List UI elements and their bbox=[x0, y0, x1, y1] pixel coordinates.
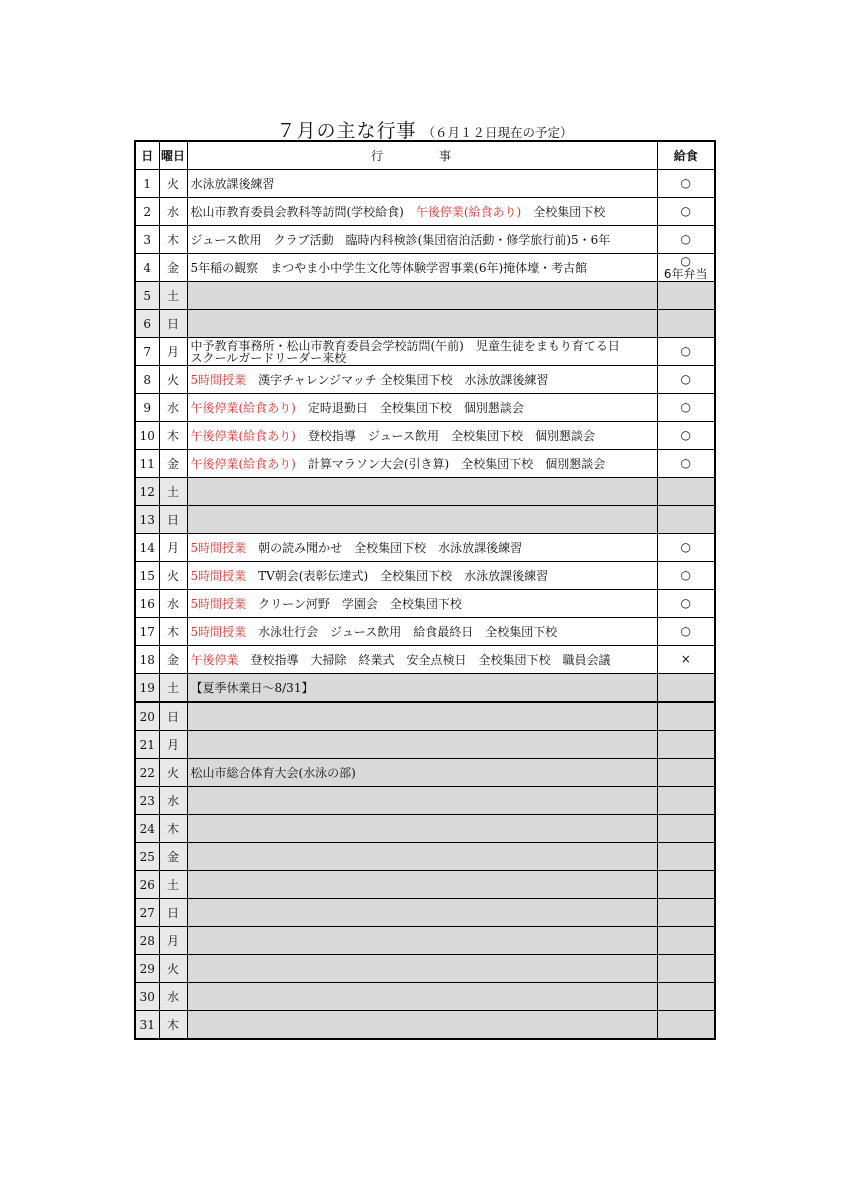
event-text: 全校集団下校 bbox=[521, 205, 606, 219]
meal-cell bbox=[657, 674, 715, 703]
weekday-cell: 木 bbox=[159, 422, 187, 450]
events-cell bbox=[187, 534, 657, 562]
table-row bbox=[135, 170, 715, 198]
meal-mark: ○ bbox=[680, 176, 691, 190]
meal-mark: ○ bbox=[680, 624, 691, 638]
event-text-line2: スクールガードリーダー来校 bbox=[190, 350, 347, 365]
day-cell: 9 bbox=[135, 394, 159, 422]
day-cell: 12 bbox=[135, 478, 159, 506]
day-cell: 28 bbox=[135, 927, 159, 955]
weekday-cell: 金 bbox=[159, 843, 187, 871]
title-main: ７月の主な行事 bbox=[276, 120, 417, 142]
weekday-cell: 金 bbox=[159, 254, 187, 282]
weekday-cell: 日 bbox=[159, 310, 187, 338]
meal-mark: ○ bbox=[680, 253, 691, 268]
weekday-cell: 土 bbox=[159, 282, 187, 310]
event-text: クリーン河野 学園会 全校集団下校 bbox=[246, 597, 462, 611]
event-text: TV朝会(表彰伝達式) 全校集団下校 水泳放課後練習 bbox=[246, 569, 549, 583]
day-cell: 27 bbox=[135, 899, 159, 927]
event-highlight: 5時間授業 bbox=[190, 569, 247, 583]
table-row bbox=[135, 787, 715, 815]
weekday-cell: 火 bbox=[159, 759, 187, 787]
table-row bbox=[135, 702, 715, 731]
meal-cell bbox=[657, 843, 715, 871]
event-highlight: 午後停業 bbox=[190, 653, 239, 667]
table-row bbox=[135, 562, 715, 590]
event-highlight: 午後停業(給食あり) bbox=[190, 401, 296, 415]
table-row bbox=[135, 731, 715, 759]
meal-cell bbox=[657, 450, 715, 478]
header-meal: 給食 bbox=[657, 141, 715, 170]
events-cell bbox=[187, 310, 657, 338]
event-text: 計算マラソン大会(引き算) 全校集団下校 個別懇談会 bbox=[295, 457, 606, 471]
meal-cell bbox=[657, 927, 715, 955]
table-row bbox=[135, 759, 715, 787]
events-cell bbox=[187, 759, 657, 787]
day-cell: 5 bbox=[135, 282, 159, 310]
meal-cell bbox=[657, 394, 715, 422]
meal-cell bbox=[657, 646, 715, 674]
event-text: ジュース飲用 クラブ活動 臨時内科検診(集団宿泊活動・修学旅行前)5・6年 bbox=[190, 233, 611, 247]
meal-cell bbox=[657, 254, 715, 282]
events-cell bbox=[187, 1011, 657, 1040]
table-row bbox=[135, 983, 715, 1011]
weekday-cell: 木 bbox=[159, 1011, 187, 1040]
day-cell: 26 bbox=[135, 871, 159, 899]
day-cell: 3 bbox=[135, 226, 159, 254]
events-cell bbox=[187, 646, 657, 674]
day-cell: 6 bbox=[135, 310, 159, 338]
event-text: 水泳放課後練習 bbox=[190, 177, 275, 191]
day-cell: 22 bbox=[135, 759, 159, 787]
table-row bbox=[135, 927, 715, 955]
day-cell: 25 bbox=[135, 843, 159, 871]
table-row bbox=[135, 506, 715, 534]
meal-cell bbox=[657, 226, 715, 254]
weekday-cell: 月 bbox=[159, 927, 187, 955]
day-cell: 8 bbox=[135, 366, 159, 394]
event-text: 登校指導 ジュース飲用 全校集団下校 個別懇談会 bbox=[295, 429, 596, 443]
day-cell: 13 bbox=[135, 506, 159, 534]
meal-mark: ○ bbox=[680, 568, 691, 582]
events-cell bbox=[187, 198, 657, 226]
weekday-cell: 日 bbox=[159, 506, 187, 534]
day-cell: 24 bbox=[135, 815, 159, 843]
table-row bbox=[135, 422, 715, 450]
meal-cell bbox=[657, 562, 715, 590]
title-sub: （６月１２日現在の予定） bbox=[422, 125, 573, 140]
events-cell bbox=[187, 731, 657, 759]
events-cell bbox=[187, 478, 657, 506]
events-cell bbox=[187, 618, 657, 646]
meal-cell bbox=[657, 815, 715, 843]
meal-cell bbox=[657, 1011, 715, 1040]
weekday-cell: 火 bbox=[159, 366, 187, 394]
table-row bbox=[135, 310, 715, 338]
day-cell: 4 bbox=[135, 254, 159, 282]
meal-mark: ○ bbox=[680, 372, 691, 386]
event-highlight: 5時間授業 bbox=[190, 373, 247, 387]
event-text: 漢字チャレンジマッチ 全校集団下校 水泳放課後練習 bbox=[246, 373, 549, 387]
schedule-table bbox=[134, 140, 716, 1040]
table-row bbox=[135, 618, 715, 646]
events-cell bbox=[187, 702, 657, 731]
meal-cell bbox=[657, 506, 715, 534]
events-cell bbox=[187, 450, 657, 478]
header-row bbox=[135, 141, 715, 170]
events-cell bbox=[187, 170, 657, 198]
events-cell bbox=[187, 226, 657, 254]
weekday-cell: 土 bbox=[159, 871, 187, 899]
table-row bbox=[135, 1011, 715, 1040]
meal-cell bbox=[657, 955, 715, 983]
weekday-cell: 水 bbox=[159, 787, 187, 815]
meal-mark: ○ bbox=[680, 204, 691, 218]
event-text: 登校指導 大掃除 終業式 安全点検日 全校集団下校 職員会議 bbox=[238, 653, 611, 667]
meal-mark: ○ bbox=[680, 428, 691, 442]
meal-cell bbox=[657, 983, 715, 1011]
table-row bbox=[135, 646, 715, 674]
day-cell: 14 bbox=[135, 534, 159, 562]
weekday-cell: 水 bbox=[159, 198, 187, 226]
day-cell: 17 bbox=[135, 618, 159, 646]
meal-cell bbox=[657, 590, 715, 618]
page-title bbox=[0, 116, 849, 143]
event-text: 松山市教育委員会教科等訪問(学校給食) bbox=[190, 205, 416, 219]
event-text: 松山市総合体育大会(水泳の部) bbox=[190, 766, 356, 780]
weekday-cell: 木 bbox=[159, 815, 187, 843]
day-cell: 19 bbox=[135, 674, 159, 703]
day-cell: 1 bbox=[135, 170, 159, 198]
day-cell: 10 bbox=[135, 422, 159, 450]
weekday-cell: 水 bbox=[159, 983, 187, 1011]
events-cell bbox=[187, 254, 657, 282]
event-text: 中予教育事務所・松山市教育委員会学校訪問(午前) 児童生徒をまもり育てる日 bbox=[190, 338, 620, 353]
weekday-cell: 月 bbox=[159, 338, 187, 366]
meal-cell bbox=[657, 702, 715, 731]
events-cell bbox=[187, 590, 657, 618]
meal-cell bbox=[657, 366, 715, 394]
events-cell bbox=[187, 674, 657, 703]
day-cell: 29 bbox=[135, 955, 159, 983]
weekday-cell: 土 bbox=[159, 478, 187, 506]
day-cell: 31 bbox=[135, 1011, 159, 1040]
day-cell: 7 bbox=[135, 338, 159, 366]
weekday-cell: 水 bbox=[159, 590, 187, 618]
table-row bbox=[135, 226, 715, 254]
meal-mark: × bbox=[680, 652, 691, 666]
meal-cell bbox=[657, 759, 715, 787]
table-row bbox=[135, 674, 715, 703]
table-row bbox=[135, 955, 715, 983]
events-cell bbox=[187, 955, 657, 983]
event-text: 朝の読み聞かせ 全校集団下校 水泳放課後練習 bbox=[246, 541, 523, 555]
weekday-cell: 火 bbox=[159, 170, 187, 198]
table-row bbox=[135, 478, 715, 506]
meal-note: 6年弁当 bbox=[663, 266, 708, 281]
weekday-cell: 金 bbox=[159, 450, 187, 478]
meal-cell bbox=[657, 787, 715, 815]
meal-mark: ○ bbox=[680, 596, 691, 610]
header-day: 日 bbox=[135, 141, 159, 170]
day-cell: 18 bbox=[135, 646, 159, 674]
weekday-cell: 月 bbox=[159, 534, 187, 562]
events-cell bbox=[187, 871, 657, 899]
events-cell bbox=[187, 338, 657, 366]
event-text: 5年稲の観察 まつやま小中学生文化等体験学習事業(6年)掩体壕・考古館 bbox=[190, 261, 588, 275]
meal-mark: ○ bbox=[680, 456, 691, 470]
weekday-cell: 火 bbox=[159, 562, 187, 590]
table-row bbox=[135, 254, 715, 282]
events-cell bbox=[187, 843, 657, 871]
table-row bbox=[135, 871, 715, 899]
weekday-cell: 木 bbox=[159, 226, 187, 254]
meal-cell bbox=[657, 170, 715, 198]
events-cell bbox=[187, 787, 657, 815]
day-cell: 20 bbox=[135, 702, 159, 731]
meal-cell bbox=[657, 871, 715, 899]
table-row bbox=[135, 450, 715, 478]
weekday-cell: 水 bbox=[159, 394, 187, 422]
meal-cell bbox=[657, 731, 715, 759]
table-row bbox=[135, 198, 715, 226]
meal-cell bbox=[657, 534, 715, 562]
meal-cell bbox=[657, 198, 715, 226]
day-cell: 2 bbox=[135, 198, 159, 226]
table-row bbox=[135, 534, 715, 562]
event-highlight: 5時間授業 bbox=[190, 541, 247, 555]
events-cell bbox=[187, 983, 657, 1011]
meal-mark: ○ bbox=[680, 232, 691, 246]
events-cell bbox=[187, 394, 657, 422]
header-events: 行 事 bbox=[187, 141, 657, 170]
event-highlight: 午後停業(給食あり) bbox=[190, 429, 296, 443]
table-row bbox=[135, 843, 715, 871]
meal-cell bbox=[657, 899, 715, 927]
meal-cell bbox=[657, 310, 715, 338]
events-cell bbox=[187, 927, 657, 955]
header-dow: 曜日 bbox=[159, 141, 187, 170]
weekday-cell: 日 bbox=[159, 899, 187, 927]
table-row bbox=[135, 815, 715, 843]
meal-cell bbox=[657, 282, 715, 310]
events-cell bbox=[187, 899, 657, 927]
table-row bbox=[135, 394, 715, 422]
table-row bbox=[135, 338, 715, 366]
table-row bbox=[135, 282, 715, 310]
day-cell: 30 bbox=[135, 983, 159, 1011]
schedule-body bbox=[135, 170, 715, 1040]
day-cell: 16 bbox=[135, 590, 159, 618]
events-cell bbox=[187, 282, 657, 310]
meal-mark: ○ bbox=[680, 540, 691, 554]
event-highlight: 午後停業(給食あり) bbox=[190, 457, 296, 471]
events-cell bbox=[187, 422, 657, 450]
meal-mark: ○ bbox=[680, 400, 691, 414]
table-row bbox=[135, 366, 715, 394]
weekday-cell: 月 bbox=[159, 731, 187, 759]
meal-cell bbox=[657, 338, 715, 366]
weekday-cell: 木 bbox=[159, 618, 187, 646]
event-highlight: 午後停業(給食あり) bbox=[415, 205, 522, 219]
day-cell: 21 bbox=[135, 731, 159, 759]
meal-cell bbox=[657, 618, 715, 646]
event-highlight: 5時間授業 bbox=[190, 625, 247, 639]
day-cell: 11 bbox=[135, 450, 159, 478]
events-cell bbox=[187, 562, 657, 590]
day-cell: 23 bbox=[135, 787, 159, 815]
day-cell: 15 bbox=[135, 562, 159, 590]
events-cell bbox=[187, 815, 657, 843]
weekday-cell: 火 bbox=[159, 955, 187, 983]
table-row bbox=[135, 590, 715, 618]
table-row bbox=[135, 899, 715, 927]
weekday-cell: 金 bbox=[159, 646, 187, 674]
meal-mark: ○ bbox=[680, 344, 691, 358]
event-highlight: 5時間授業 bbox=[190, 597, 247, 611]
weekday-cell: 土 bbox=[159, 674, 187, 703]
events-cell bbox=[187, 366, 657, 394]
meal-cell bbox=[657, 478, 715, 506]
event-text: 定時退勤日 全校集団下校 個別懇談会 bbox=[295, 401, 524, 415]
events-cell bbox=[187, 506, 657, 534]
event-text: 水泳壮行会 ジュース飲用 給食最終日 全校集団下校 bbox=[246, 625, 558, 639]
event-text: 【夏季休業日～8/31】 bbox=[190, 681, 314, 695]
weekday-cell: 日 bbox=[159, 702, 187, 731]
meal-cell bbox=[657, 422, 715, 450]
